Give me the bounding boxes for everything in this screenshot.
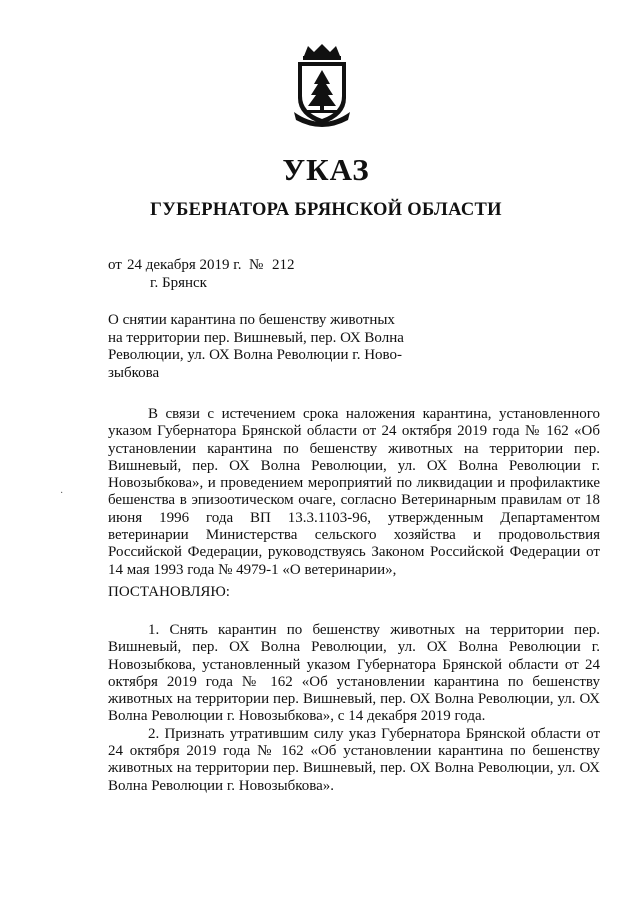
issuer-subtitle: ГУБЕРНАТОРА БРЯНСКОЙ ОБЛАСТИ [150,200,502,220]
city-name: г. Брянск [150,275,207,291]
decree-items [108,622,600,795]
date-prefix: от [108,257,122,273]
document-number: 212 [272,257,295,273]
decree-item-1: 1. Снять карантин по бешенству животных на территории пер. Вишневый, пер. ОХ Волна Революции, ул. ОХ Волна Революции г. Новозыбкова, установленный указом Губернатора Брянской области от 24 октября 2019 года № 162 «Об установлении карантина по бешенству животных на территории пер. Вишневый, пер. ОХ Волна Революции, ул. ОХ Волна Революции г. Новозыбкова», с 14 декабря 2019 года. [108,622,600,725]
subject-line: Революции, ул. ОХ Волна Революции г. Ново- [108,347,403,363]
subject-line: на территории пер. Вишневый, пер. ОХ Волна [108,329,404,346]
subject-line: О снятии карантина по бешенству животных [108,312,395,328]
preamble-section [108,406,600,579]
subject-line: зыбкова [108,364,160,381]
document-date: 24 декабря 2019 г. [127,257,242,273]
document-type-title: УКАЗ [282,152,370,187]
scan-speck: · [60,488,64,499]
coat-of-arms-icon [290,42,354,128]
number-sign: № [249,257,264,273]
preamble-paragraph: В связи с истечением срока наложения карантина, установленного указом Губернатора Брянской области от 24 октября 2019 года № 162 «Об установлении карантина по бешенству животных на территории пер. Вишневый, пер. ОХ Волна Революции, ул. ОХ Волна Революции г. Новозыбкова», и проведением мероприятий по ликвидации и профилактике бешенства в эпизоотическом очаге, согласно Ветеринарным правилам от 18 июня 1996 года ВП 13.3.1103-96, утвержденным Департаментом ветеринарии Министерства сельского хозяйства и продовольствия Российской Федерации, руководствуясь Законом Российской Федерации от 14 мая 1993 года № 4979-1 «О ветеринарии», [108,406,600,578]
decree-item-2: 2. Признать утратившим силу указ Губернатора Брянской области от 24 октября 2019 года № 162 «Об установлении карантина по бешенству животных на территории пер. Вишневый, пер. ОХ Волна Революции, ул. ОХ Волна Революции г. Новозыбкова». [108,725,600,794]
document-subject [108,312,418,382]
decree-word: ПОСТАНОВЛЯЮ: [108,584,230,600]
